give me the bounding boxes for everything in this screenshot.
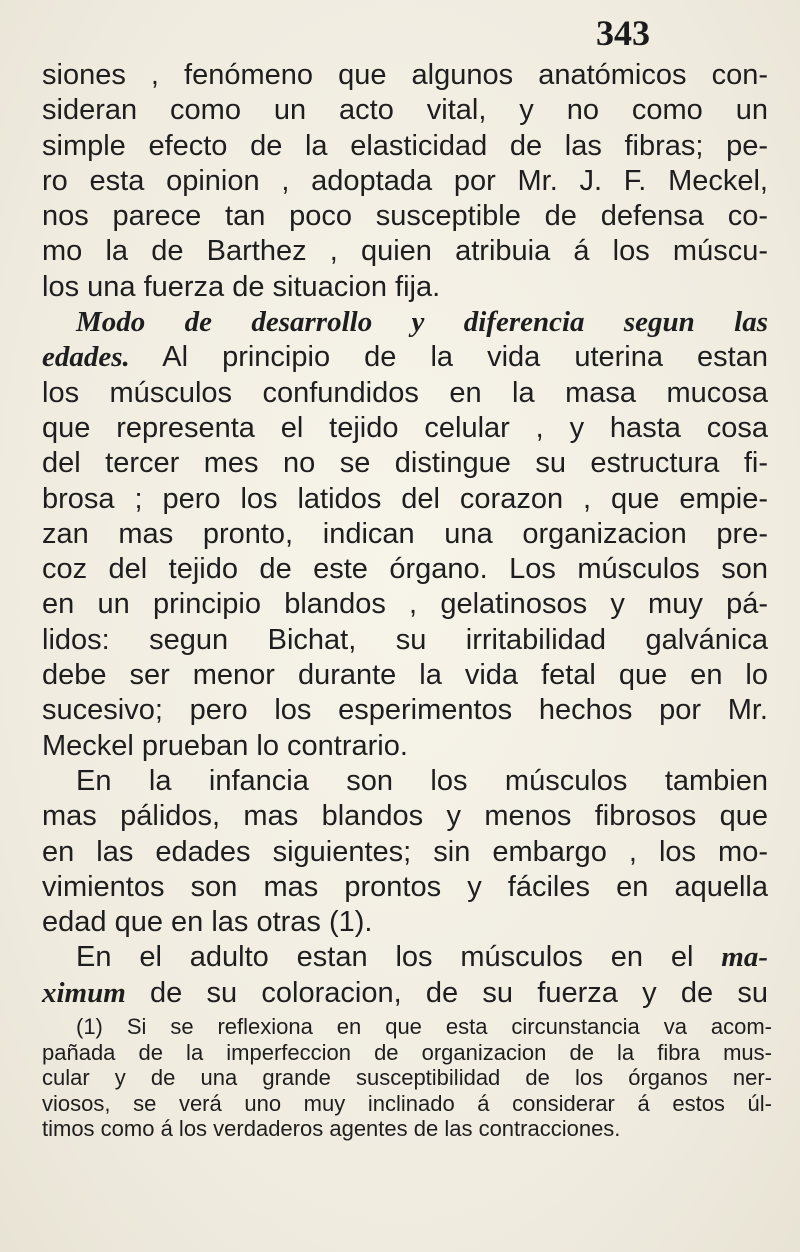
section-heading-cont: edades. [42,341,130,374]
text-line: en las edades siguientes; sin embargo , los mo- [42,835,768,868]
footnote-line: timos como á los verdaderos agentes de las contracciones. [42,1116,621,1141]
text-line: sucesivo; pero los esperimentos hechos por Mr. [42,694,768,727]
text-fragment: En el adulto estan los músculos en el [76,941,722,974]
adult-line-2 [42,976,768,1011]
text-line: coz del tejido de este órgano. Los músculos son [42,553,768,586]
text-line: mo la de Barthez , quien atribuia á los múscu- [42,235,768,268]
section-heading: Modo de desarrollo y diferencia segun las [76,306,768,339]
text-line: del tercer mes no se distingue su estructura fi- [42,447,768,480]
text-line: edad que en las otras (1). [42,906,373,939]
latin-term: ximum [42,976,126,1009]
page-number: 343 [596,13,650,53]
text-line: mas pálidos, mas blandos y menos fibrosos que [42,800,768,833]
text-line: Meckel prueban lo contrario. [42,729,408,762]
text-line: ro esta opinion , adoptada por Mr. J. F. Meckel, [42,164,768,197]
footnote-line: viosos, se verá uno muy inclinado á considerar á estos úl- [42,1090,772,1116]
text-line: sideran como un acto vital, y no como un [42,94,768,127]
text-line: los músculos confundidos en la masa mucosa [42,376,768,409]
text-line: que representa el tejido celular , y hasta cosa [42,411,768,444]
text-line: vimientos son mas prontos y fáciles en aquella [42,870,768,903]
text-fragment: de su coloracion, de su fuerza y de su [125,976,768,1009]
adult-line [42,940,768,975]
text-line: simple efecto de la elasticidad de las fibras; pe- [42,129,768,162]
text-line: debe ser menor durante la vida fetal que en lo [42,659,768,692]
text-line: lidos: segun Bichat, su irritabilidad galvánica [42,623,768,656]
section-heading-line [42,305,768,340]
latin-term: ma- [721,941,768,974]
footnote [42,1014,772,1142]
footnote-line: pañada de la imperfeccion de organizacion de la fibra mus- [42,1039,772,1065]
text-line: brosa ; pero los latidos del corazon , que empie- [42,482,768,515]
text-line: nos parece tan poco susceptible de defensa co- [42,200,768,233]
section-heading-line-2 [42,340,768,375]
text-fragment: Al principio de la vida uterina estan [129,341,768,374]
body-text [42,58,768,1011]
text-line: siones , fenómeno que algunos anatómicos con- [42,59,768,91]
footnote-line: (1) Si se reflexiona en que esta circunstancia va acom- [76,1014,772,1039]
footnote-line: cular y de una grande susceptibilidad de los órganos ner- [42,1065,772,1090]
text-line: zan mas pronto, indican una organizacion pre- [42,517,768,550]
text-line: los una fuerza de situacion fija. [42,270,441,303]
text-line: En la infancia son los músculos tambien [76,764,768,797]
text-line: en un principio blandos , gelatinosos y muy pá- [42,588,768,621]
